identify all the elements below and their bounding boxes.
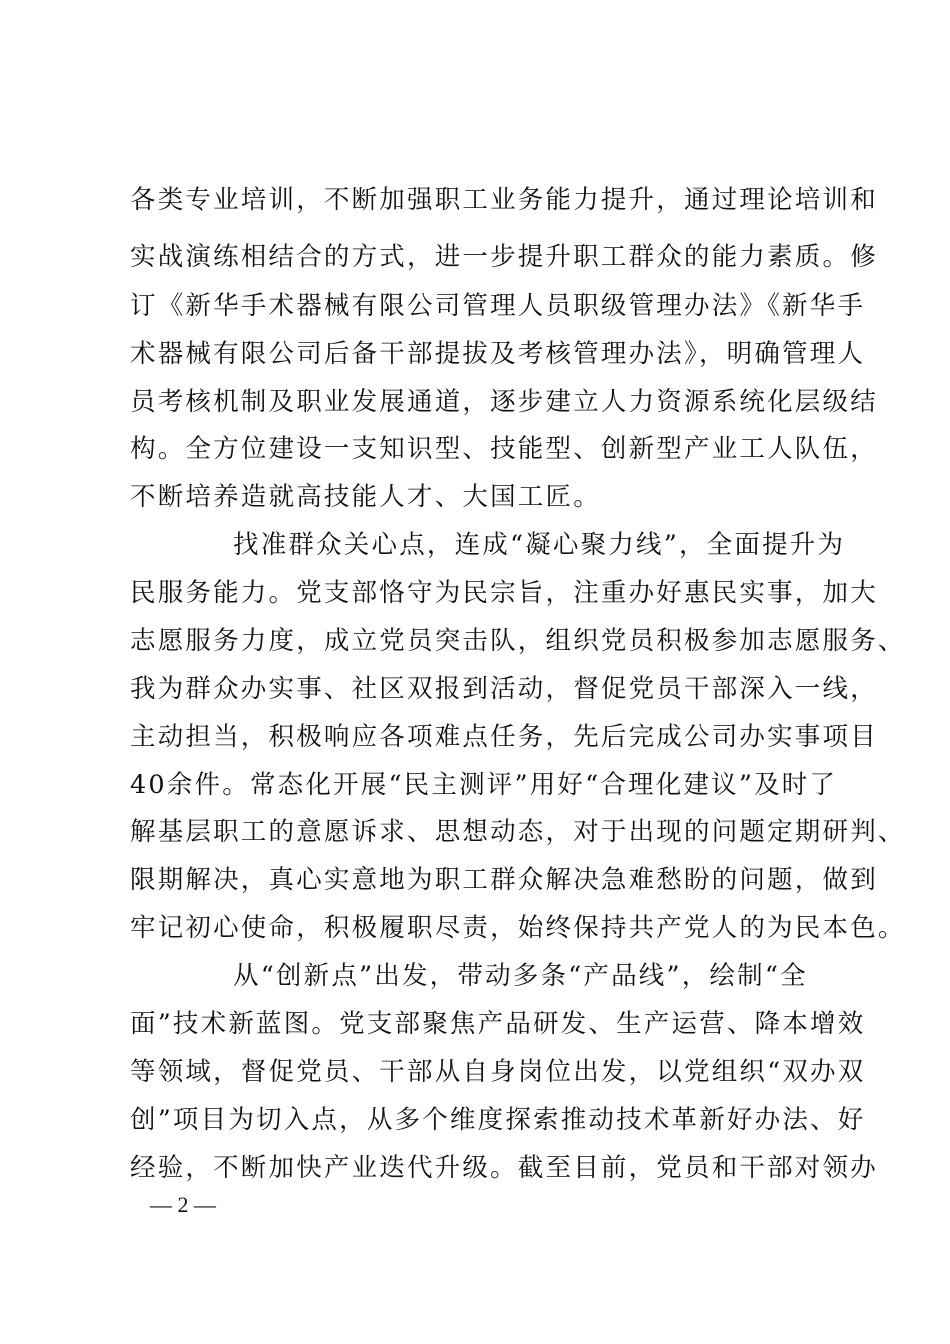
paragraph-1-line-5: 员考核机制及职业发展通道，逐步建立人力资源系统化层级结 bbox=[130, 387, 878, 417]
paragraph-3-line-1: 从“创新点”出发，带动多条“产品线”，绘制“全 bbox=[233, 961, 808, 991]
paragraph-3-line-4: 创”项目为切入点，从多个维度探索推动技术革新好办法、好 bbox=[130, 1105, 866, 1135]
paragraph-2-line-2: 民服务能力。党支部恪守为民宗旨，注重办好惠民实事，加大 bbox=[130, 578, 878, 608]
paragraph-1-line-6: 构。全方位建设一支知识型、技能型、创新型产业工人队伍， bbox=[130, 434, 878, 464]
paragraph-1-line-7: 不断培养造就高技能人才、大国工匠。 bbox=[130, 482, 601, 512]
paragraph-1-line-2: 实战演练相结合的方式，进一步提升职工群众的能力素质。修 bbox=[130, 242, 878, 272]
paragraph-1-line-4: 术器械有限公司后备干部提拔及考核管理办法》，明确管理人 bbox=[130, 339, 866, 369]
paragraph-2-line-8: 限期解决，真心实意地为职工群众解决急难愁盼的问题，做到 bbox=[130, 865, 878, 895]
paragraph-1-line-3: 订《新华手术器械有限公司管理人员职级管理办法》《新华手 bbox=[130, 291, 866, 321]
paragraph-2-line-7: 解基层职工的意愿诉求、思想动态，对于出现的问题定期研判、 bbox=[130, 817, 906, 847]
paragraph-2-line-5: 主动担当，积极响应各项难点任务，先后完成公司办实事项目 bbox=[130, 722, 878, 752]
paragraph-1-line-1: 各类专业培训，不断加强职工业务能力提升，通过理论培训和 bbox=[130, 185, 878, 215]
page-number: — 2 — bbox=[150, 1192, 216, 1217]
paragraph-3-line-5: 经验，不断加快产业迭代升级。截至目前，党员和干部对领办 bbox=[130, 1153, 878, 1183]
paragraph-2-line-1: 找准群众关心点，连成“凝心聚力线”，全面提升为 bbox=[233, 530, 846, 560]
paragraph-2-line-6: 40余件。常态化开展“民主测评”用好“合理化建议”及时了 bbox=[130, 770, 838, 800]
paragraph-3-line-2: 面”技术新蓝图。党支部聚焦产品研发、生产运营、降本增效 bbox=[130, 1009, 866, 1039]
paragraph-2-line-3: 志愿服务力度，成立党员突击队，组织党员积极参加志愿服务、 bbox=[130, 626, 906, 656]
paragraph-3-line-3: 等领域，督促党员、干部从自身岗位出发，以党组织“双办双 bbox=[130, 1057, 866, 1087]
paragraph-2-line-9: 牢记初心使命，积极履职尽责，始终保持共产党人的为民本色。 bbox=[130, 913, 906, 943]
paragraph-2-line-4: 我为群众办实事、社区双报到活动，督促党员干部深入一线， bbox=[130, 674, 878, 704]
